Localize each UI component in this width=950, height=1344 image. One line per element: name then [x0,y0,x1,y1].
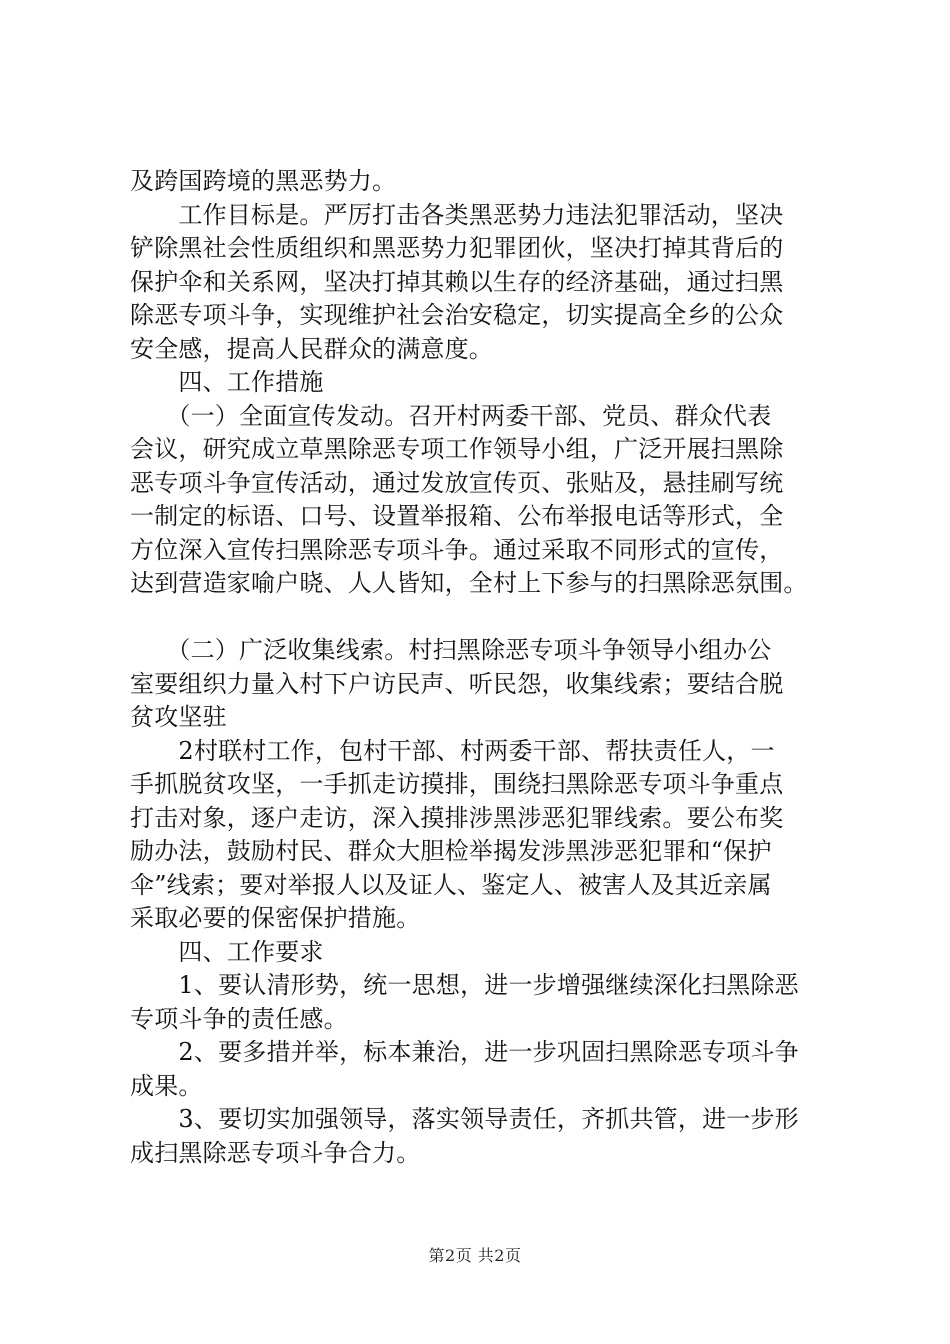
section-heading: 四、工作措施 [130,368,324,396]
text-line: 会议，研究成立草黑除恶专项工作领导小组，广泛开展扫黑除 [130,435,784,463]
text-line: 打击对象，逐户走访，深入摸排涉黑涉恶犯罪线索。要公布奖 [130,803,784,832]
text-line: 2、要多措并举，标本兼治，进一步巩固扫黑除恶专项斗争 [130,1038,799,1066]
text-line: 贫攻坚驻 [130,703,227,731]
text-line: 伞”线索；要对举报人以及证人、鉴定人、被害人及其近亲属 [130,870,772,899]
text-line: 手抓脱贫攻坚，一手抓走访摸排，围绕扫黑除恶专项斗争重点 [130,770,784,798]
text-line: 1、要认清形势，统一思想，进一步增强继续深化扫黑除恶 [130,971,799,999]
page-number-footer: 第2页 共2页 [428,1246,522,1265]
text-line: 一制定的标语、口号、设置举报箱、公布举报电话等形式，全 [130,502,784,530]
text-line: （一）全面宣传发动。召开村两委干部、党员、群众代表 [130,401,772,430]
paragraph-gap [130,601,850,635]
text-line: 专项斗争的责任感。 [130,1004,348,1033]
text-line: 铲除黑社会性质组织和黑恶势力犯罪团伙，坚决打掉其背后的 [130,234,784,262]
section-heading: 四、工作要求 [130,937,324,966]
text-line: （二）广泛收集线索。村扫黑除恶专项斗争领导小组办公 [130,636,772,664]
text-line: 达到营造家喻户晓、人人皆知，全村上下参与的扫黑除恶氛围。 [130,569,808,597]
text-line: 2村联村工作，包村干部、村两委干部、帮扶责任人，一 [130,736,775,765]
text-line: 方位深入宣传扫黑除恶专项斗争。通过采取不同形式的宣传， [130,535,784,564]
text-line: 励办法，鼓励村民、群众大胆检举揭发涉黑涉恶犯罪和“保护 [130,837,772,865]
text-line: 3、要切实加强领导，落实领导责任，齐抓共管，进一步形 [130,1105,799,1133]
text-line: 室要组织力量入村下户访民声、听民怨，收集线索；要结合脱 [130,669,784,698]
document-body [130,165,850,1170]
text-line: 工作目标是。严厉打击各类黑恶势力违法犯罪活动，坚决 [130,200,784,229]
text-line: 保护伞和关系网，坚决打掉其赖以生存的经济基础，通过扫黑 [130,267,784,296]
text-line: 及跨国跨境的黑恶势力。 [130,167,397,195]
text-line: 除恶专项斗争，实现维护社会治安稳定，切实提高全乡的公众 [130,301,784,329]
text-line: 采取必要的保密保护措施。 [130,904,421,932]
text-line: 成扫黑除恶专项斗争合力。 [130,1138,421,1167]
text-line: 恶专项斗争宣传活动，通过发放宣传页、张贴及，悬挂刷写统 [130,468,784,497]
text-line: 安全感，提高人民群众的满意度。 [130,334,493,363]
text-line: 成果。 [130,1071,203,1100]
